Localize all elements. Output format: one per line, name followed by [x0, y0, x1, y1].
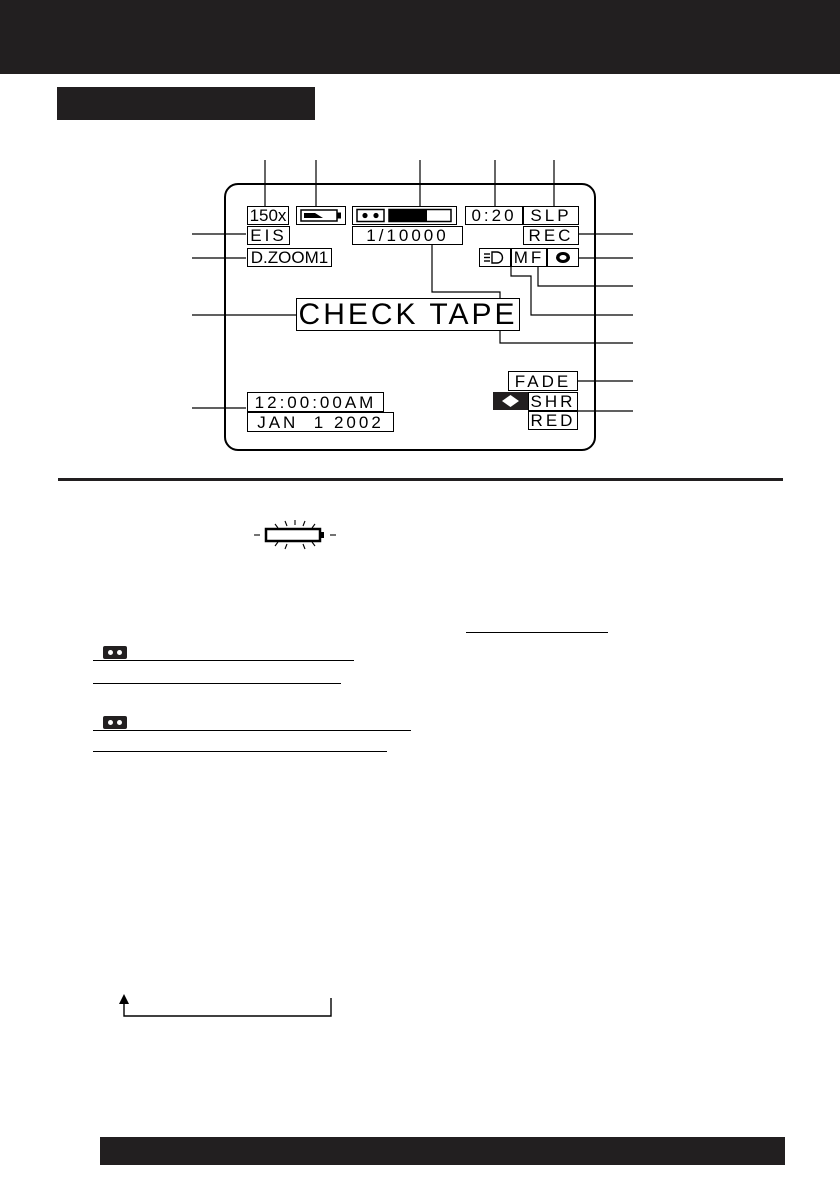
underline: [93, 683, 341, 684]
backlight-icon: [481, 250, 509, 265]
wipe-indicator: [493, 392, 528, 410]
date-display: JAN 1 2002: [247, 412, 394, 432]
underline: [466, 632, 608, 633]
iris-indicator: [547, 248, 579, 267]
warning-message: CHECK TAPE: [296, 298, 520, 331]
zoom-indicator: 150x: [247, 206, 289, 225]
red-indicator: RED: [528, 411, 578, 430]
fade-indicator: FADE: [508, 371, 578, 391]
battery-icon: [298, 208, 344, 223]
focus-indicator: MF: [511, 248, 547, 267]
wipe-icon: [493, 392, 528, 410]
record-mode-indicator: REC: [523, 226, 579, 245]
time-display: 12:00:00AM: [247, 392, 384, 412]
footer-band: [100, 1137, 785, 1165]
cassette-icon: [354, 208, 455, 223]
battery-flashing-icon: [252, 518, 338, 552]
tape-speed-indicator: SLP: [523, 206, 579, 225]
eis-indicator: EIS: [247, 226, 290, 245]
backlight-indicator: [479, 248, 511, 267]
underline: [93, 660, 354, 661]
digital-zoom-indicator: D.ZOOM1: [247, 248, 332, 267]
iris-icon: [549, 250, 577, 265]
underline: [93, 751, 387, 752]
tape-remaining-indicator: [352, 206, 457, 225]
shr-indicator: SHR: [528, 392, 578, 411]
section-divider: [58, 478, 783, 481]
tape-time-indicator: 0:20: [465, 206, 523, 225]
cassette-icon: [103, 646, 127, 659]
return-arrow-icon: [114, 993, 336, 1021]
underline: [93, 730, 411, 731]
shutter-speed-indicator: 1/10000: [352, 226, 463, 245]
cassette-icon: [103, 716, 127, 729]
battery-indicator: [296, 206, 346, 225]
